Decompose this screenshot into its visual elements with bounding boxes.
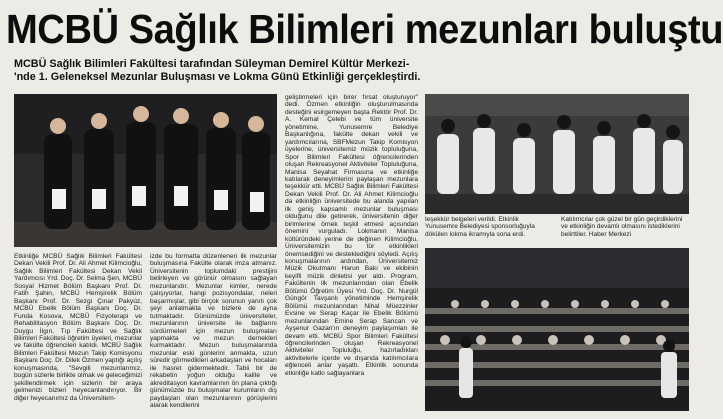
subhead xyxy=(14,58,424,84)
photo-auditorium-audience-image xyxy=(425,248,689,411)
caption-right: Katılımcılar çok güzel bir gün geçirdiklerini ve etkinliğin devamlı olmasını istediklerini belirttiler. Haber Merkezi xyxy=(561,216,683,238)
subhead-line-2: 'nde 1. Geleneksel Mezunlar Buluşması ve Lokma Günü Etkinliği gerçekleştirdi. xyxy=(14,71,421,83)
article-paragraph: geliştirmeleri için birer fırsat oluşturuyor" dedi. Özmen etkinliğin oluşturulmasında desteğini esirgemeyen başta Rektör Prof. Dr. A. Kemal Çelebi ve tüm üniversite yönetimine, Yunusemre Belediye Başkanlığına, fakülte dekan vekili ve yardımcılarına, SBFMezun Takip Komisyon üyelerine, üniversitemiz müzik topluluğuna, Spor Bilimleri Fakültesi öğrencilerinden oluşan Rekreasyonel Aktiviteler Topluluğuna, Manisa Seyahat Firmasına ve etkinliğe katılarak deneyimlerini paylaşan mezunlara teşekkür etti. MCBÜ Sağlık Bilimleri Fakültesi Dekan Vekili Prof. Dr. Ali Ahmet Kilimcioğlu da etkinliğin üniversitede bu alanda yapılan ilk geniş kapsamlı mezunlar buluşması olduğunu dile getirerek, üniversitenin diğer birimlerine örnek teşkil etmesi açısından önemini vurguladı. Lokmanın Manisa kültüründeki yerine de değinen Kilimcioğlu, Üniversitemizin bu tür etkinlikleri önemsediğini ve desteklediğini söyledi. Açılış konuşmalarının ardından, Üniversitemiz Müzik Okutmanı Harun Bakı ve ekibinin keyifli müzik dinletisi yer aldı. Program, Fakültenin ilk mezunlarından olan Ebelik Bölümü Öğretim Üyesi Yrd. Doç. Dr. Nurgül Güngör Tavşanlı yönetiminde Hemşirelik Bölümü mezunlarından Nihal Müezzinler Evsine ve Serap Kaçar ile Ebelik Bölümü mezunlarından Emine Serap Sancan ve Ayşenur Gazan'ın deneyim paylaşımları ile devam etti. MCBÜ Spor Bilimleri Fakültesi öğrencilerinden oluşan Rekreasyonel Aktiviteler Topluluğu, hazırladıkları aktivitelerle içerde ve dışarıda katılımcılara eğlenceli anlar yaşattı. Etkinlik sonunda etkinliğe katkı sağlayanlara xyxy=(285,94,418,377)
subhead-line-1: MCBÜ Sağlık Bilimleri Fakültesi tarafından Süleyman Demirel Kültür Merkezi- xyxy=(14,58,410,70)
photo-auditorium-audience xyxy=(425,248,689,411)
article-column-2 xyxy=(150,253,277,413)
caption-left: teşekkür belgeleri verildi. Etkinlik Yunusemre Belediyesi sponsorluğuyla dökülen lokma ikramıyla sona erdi. xyxy=(425,216,535,238)
article-column-3 xyxy=(285,94,418,413)
headline: MCBÜ Sağlık Bilimleri mezunları buluştu xyxy=(6,6,723,52)
photo-dancing-crowd-image xyxy=(425,94,689,214)
photo-stage-group-image xyxy=(14,94,277,247)
article-paragraph: izde bu formatta düzenlenen ilk mezunlar buluşmasına Fakülte olarak imza atmanız. Üniversitenin toplumdaki prestijini belirleyen ve görünür olmasını sağlayan mezunlarıdır. Mezunlar kimler, nerede çalışıyorlar, hangi pozisyondalar, neleri başarmışlar, gibi birçok sorunun yanıtı çok şeyi anlatmakta ve bizlere de ayna tutmaktadır. Günümüzde üniversiteler, mezunlarının üniversite ile bağlarını sürdürmeleri için mezun buluşmaları yapmakta ve mezun dernekleri kurmaktadır. Mezun buluşmalarında mezunlar eski günlerini anmakta, uzun süredir görmedikleri arkadaşları ve hocaları ile hasret gidermektedir. Tabii bir de rekabetin yoğun olduğu kalite ve akreditasyon kavramlarının ön plana çıktığı günümüzde bu buluşmalar kurumların dış paydaşları olan mezunlarının görüşlerini alarak kendilerini xyxy=(150,253,277,410)
photo-stage-group xyxy=(14,94,277,247)
photo-dancing-crowd xyxy=(425,94,689,214)
article-paragraph: Etkinliğe MCBÜ Sağlık Bilimleri Fakültesi Dekan Vekili Prof. Dr. Ali Ahmet Kilimcioğlu, Sağlık Bilimleri Fakültesi Dekan Vekil Yardımcısı Yrd. Doç. Dr. Selma Şen, MCBÜ Sosyal Hizmet Bölüm Başkanı Prof. Dr. Fatih Şahin, MCBÜ Hemşirelik Bölüm Başkanı Prof. Dr. Sezgi Çınar Pakyüz, MCBÜ Ebelik Bölüm Başkanı Doç. Dr. Funda Kosova, MCBÜ Fizyoterapi ve Rehabilitasyon Bölüm Başkanı Doç. Dr. Duygu İlgın, Tıp Fakültesi ve Sağlık Bilimleri Fakültesi öğretim üyeleri, mezunlar ve fakülte öğrencileri katıldı. MCBÜ Sağlık Bilimleri Fakültesi Mezun Takip Komisyonu Başkanı Doç. Dr. Dilek Özmen yaptığı açılış konuşmasında, "Sevgili mezunlarımız, bugün sizlerle birlikte olmak ve geleceğimizi şekillendirmek için sizlerin bir araya gelmenizi bizleri heyecanlandırıyor. Bir diğer heyecanımız da Üniversitem- xyxy=(14,253,142,402)
article-column-1 xyxy=(14,253,142,413)
